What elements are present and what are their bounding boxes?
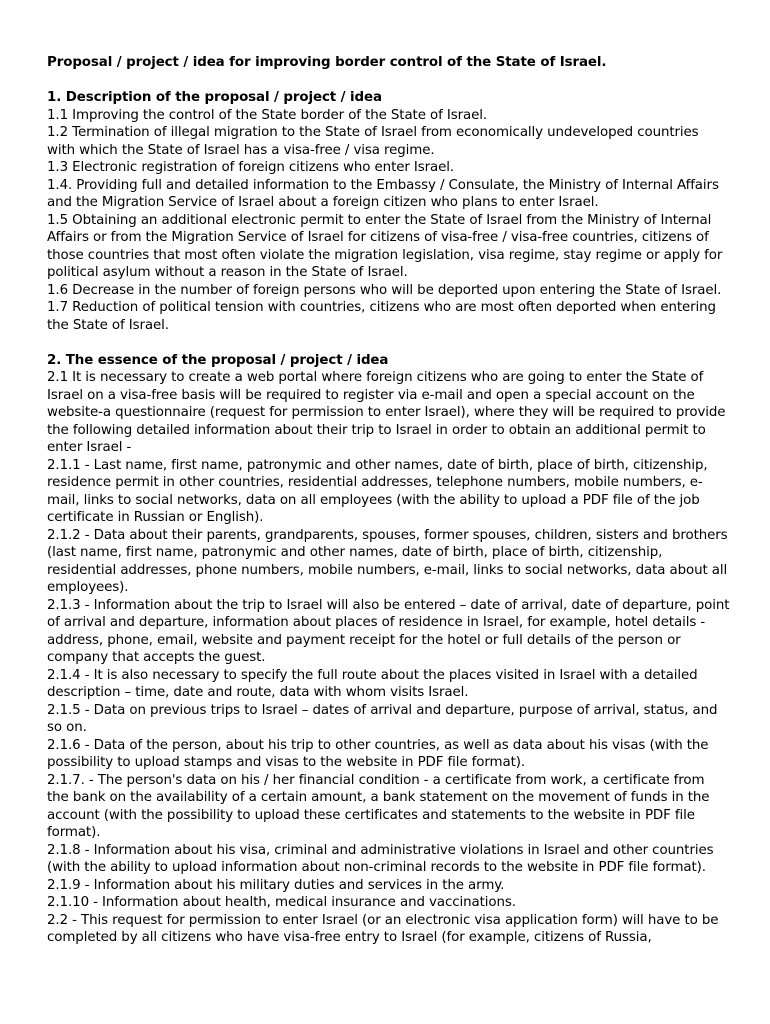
paragraph: 1.7 Reduction of political tension with countries, citizens who are most often deported when entering the State of Israel.: [47, 300, 716, 333]
paragraph: 1.3 Electronic registration of foreign citizens who enter Israel.: [47, 160, 455, 175]
paragraph: 1.2 Termination of illegal migration to the State of Israel from economically undeveloped countries with which the State of Israel has a visa-free / visa regime.: [47, 125, 699, 158]
paragraph: 1.1 Improving the control of the State border of the State of Israel.: [47, 107, 488, 123]
section-heading: 2. The essence of the proposal / project / idea: [47, 352, 389, 368]
paragraph: 2.1.6 - Data of the person, about his trip to other countries, as well as data about his visas (with the possibility to upload stamps and visas to the website in PDF file format).: [47, 737, 709, 770]
paragraph: 1.5 Obtaining an additional electronic permit to enter the State of Israel from the Ministry of Internal Affairs or from the Migration Service of Israel for citizens of visa-free / visa-free countries, citizens of those countries that most often violate the migration legislation, visa regime, stay regime or apply for political asylum without a reason in the State of Israel.: [47, 212, 723, 280]
section-heading: 1. Description of the proposal / project / idea: [47, 90, 382, 105]
paragraph: 2.1.9 - Information about his military duties and services in the army.: [47, 877, 505, 893]
paragraph: 2.1.7. - The person's data on his / her financial condition - a certificate from work, a certificate from the bank on the availability of a certain amount, a bank statement on the movement of funds in the account (with the possibility to upload these certificates and statements to the website in PDF file format).: [47, 772, 710, 840]
paragraph: 1.4. Providing full and detailed information to the Embassy / Consulate, the Ministry of Internal Affairs and the Migration Service of Israel about a foreign citizen who plans to enter Israel.: [47, 177, 719, 210]
paragraph: 2.1.5 - Data on previous trips to Israel – dates of arrival and departure, purpose of arrival, status, and so on.: [47, 702, 718, 735]
section-essence: [47, 352, 730, 947]
document-title: Proposal / project / idea for improving border control of the State of Israel.: [47, 55, 607, 70]
paragraph: 2.1.8 - Information about his visa, criminal and administrative violations in Israel and other countries (with the ability to upload information about non-criminal records to the website in PDF file format).: [47, 842, 714, 875]
paragraph: 1.6 Decrease in the number of foreign persons who will be deported upon entering the State of Israel.: [47, 282, 722, 298]
paragraph: 2.1.10 - Information about health, medical insurance and vaccinations.: [47, 895, 516, 910]
paragraph: 2.1.4 - It is also necessary to specify the full route about the places visited in Israel with a detailed description – time, date and route, data with whom visits Israel.: [47, 667, 698, 700]
paragraph: 2.1.1 - Last name, first name, patronymic and other names, date of birth, place of birth, citizenship, residence permit in other countries, residential addresses, telephone numbers, mobile numbers, e-mail, links to social networks, data on all employees (with the ability to upload a PDF file of the job certificate in Russian or English).: [47, 457, 708, 525]
paragraph: 2.1.2 - Data about their parents, grandparents, spouses, former spouses, children, sisters and brothers (last name, first name, patronymic and other names, date of birth, place of birth, citizenship, residential addresses, phone numbers, mobile numbers, e-mail, links to social networks, data about all employees).: [47, 527, 728, 595]
section-description: [47, 89, 730, 334]
paragraph: 2.1 It is necessary to create a web portal where foreign citizens who are going to enter the State of Israel on a visa-free basis will be required to register via e-mail and open a special account on the website-a questionnaire (request for permission to enter Israel), where they will be required to provide the following detailed information about their trip to Israel in order to obtain an additional permit to enter Israel -: [47, 370, 726, 455]
paragraph: 2.1.3 - Information about the trip to Israel will also be entered – date of arrival, date of departure, point of arrival and departure, information about places of residence in Israel, for example, hotel details - address, phone, email, website and payment receipt for the hotel or full details of the person or company that accepts the guest.: [47, 597, 730, 665]
paragraph: 2.2 - This request for permission to enter Israel (or an electronic visa application form) will have to be completed by all citizens who have visa-free entry to Israel (for example, citizens of Russia,: [47, 912, 719, 945]
